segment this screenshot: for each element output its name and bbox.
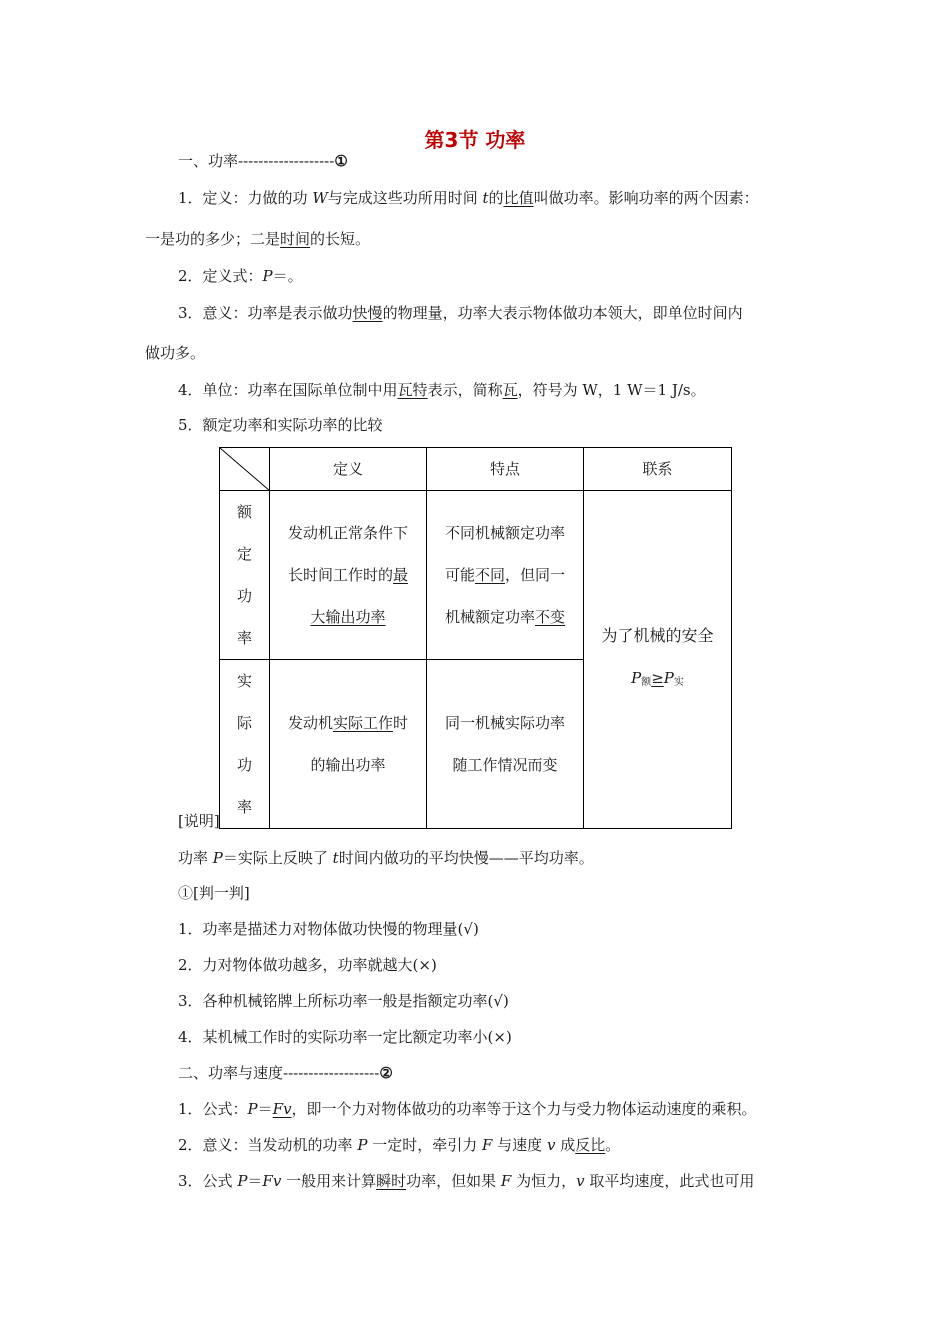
diagonal-line bbox=[220, 448, 270, 491]
header-feature: 特点 bbox=[427, 448, 584, 491]
judge-item: 2．力对物体做功越多，功率就越大(×) bbox=[178, 956, 437, 974]
section-heading-power bbox=[178, 150, 348, 172]
underlined-answer: 瞬时 bbox=[376, 1172, 407, 1190]
judge-item: 4．某机械工作时的实际功率一定比额定功率小(×) bbox=[178, 1028, 512, 1046]
header-definition: 定义 bbox=[270, 448, 427, 491]
underlined-answer: 反比 bbox=[575, 1136, 606, 1154]
underlined-answer: 瓦 bbox=[502, 381, 518, 399]
cell-rated-feature: 不同机械额定功率 可能不同，但同一 机械额定功率不变 bbox=[427, 491, 584, 660]
table-row-rated bbox=[220, 491, 732, 660]
cell-relation: 为了机械的安全 $P_额\ge P_实$ bbox=[584, 491, 732, 829]
definition-line-cont: 一是功的多少；二是时间的长短。 bbox=[145, 230, 371, 248]
relation-formula: $P_额\ge P_实$ bbox=[631, 669, 684, 688]
speed-usage-line: 3．公式 P＝Fv 一般用来计算瞬时功率，但如果 F 为恒力，v 取平均速度，此式也可用 bbox=[178, 1172, 755, 1190]
underlined-answer: 比值 bbox=[503, 189, 534, 207]
underlined-answer: 快慢 bbox=[352, 304, 383, 322]
comparison-table bbox=[219, 447, 732, 829]
cell-rated-definition: 发动机正常条件下 长时间工作时的最 大输出功率 bbox=[270, 491, 427, 660]
dash-leader: ------------------- bbox=[283, 1064, 380, 1082]
table-header-row bbox=[220, 448, 732, 491]
speed-formula-line: 1．公式：P＝Fv，即一个力对物体做功的功率等于这个力与受力物体运动速度的乘积。 bbox=[178, 1100, 757, 1118]
note-label: [说明] bbox=[178, 812, 220, 830]
definition-line: 1．定义：力做的功 W与完成这些功所用时间 t的比值叫做功率。影响功率的两个因素： bbox=[178, 189, 759, 207]
dash-leader: ------------------- bbox=[238, 152, 335, 170]
judge-label: ①[判一判] bbox=[178, 884, 250, 902]
header-relation: 联系 bbox=[584, 448, 732, 491]
speed-meaning-line: 2．意义：当发动机的功率 P 一定时，牵引力 F 与速度 v 成反比。 bbox=[178, 1136, 621, 1154]
row-label-actual: 实 际 功 率 bbox=[220, 660, 270, 829]
cell-actual-feature: 同一机械实际功率 随工作情况而变 bbox=[427, 660, 584, 829]
judge-item: 3．各种机械铭牌上所标功率一般是指额定功率(√) bbox=[178, 992, 509, 1010]
meaning-line: 3．意义：功率是表示做功快慢的物理量，功率大表示物体做功本领大，即单位时间内 bbox=[178, 304, 743, 322]
formula-line: 2．定义式：P＝。 bbox=[178, 267, 303, 285]
underlined-answer: 时间 bbox=[280, 230, 311, 248]
page-title: 第3节 功率 bbox=[424, 128, 526, 152]
judge-item: 1．功率是描述力对物体做功快慢的物理量(√) bbox=[178, 920, 479, 938]
circled-marker: ② bbox=[379, 1064, 393, 1082]
note-text: 功率 P＝实际上反映了 t时间内做功的平均快慢——平均功率。 bbox=[178, 849, 594, 867]
section-heading-text: 一、功率 bbox=[178, 152, 239, 170]
underlined-answer: 瓦特 bbox=[397, 381, 428, 399]
diagonal-header-cell bbox=[220, 448, 270, 491]
unit-line: 4．单位：功率在国际单位制中用瓦特表示，简称瓦，符号为 W，1 W＝1 J/s。 bbox=[178, 381, 706, 399]
circled-marker: ① bbox=[334, 152, 348, 170]
cell-actual-definition: 发动机实际工作时 的输出功率 bbox=[270, 660, 427, 829]
underlined-answer: Fv bbox=[272, 1100, 292, 1118]
section-heading-speed: 二、功率与速度-------------------② bbox=[178, 1064, 393, 1082]
meaning-line-cont: 做功多。 bbox=[145, 344, 206, 362]
row-label-rated: 额 定 功 率 bbox=[220, 491, 270, 660]
comparison-heading: 5．额定功率和实际功率的比较 bbox=[178, 416, 383, 434]
